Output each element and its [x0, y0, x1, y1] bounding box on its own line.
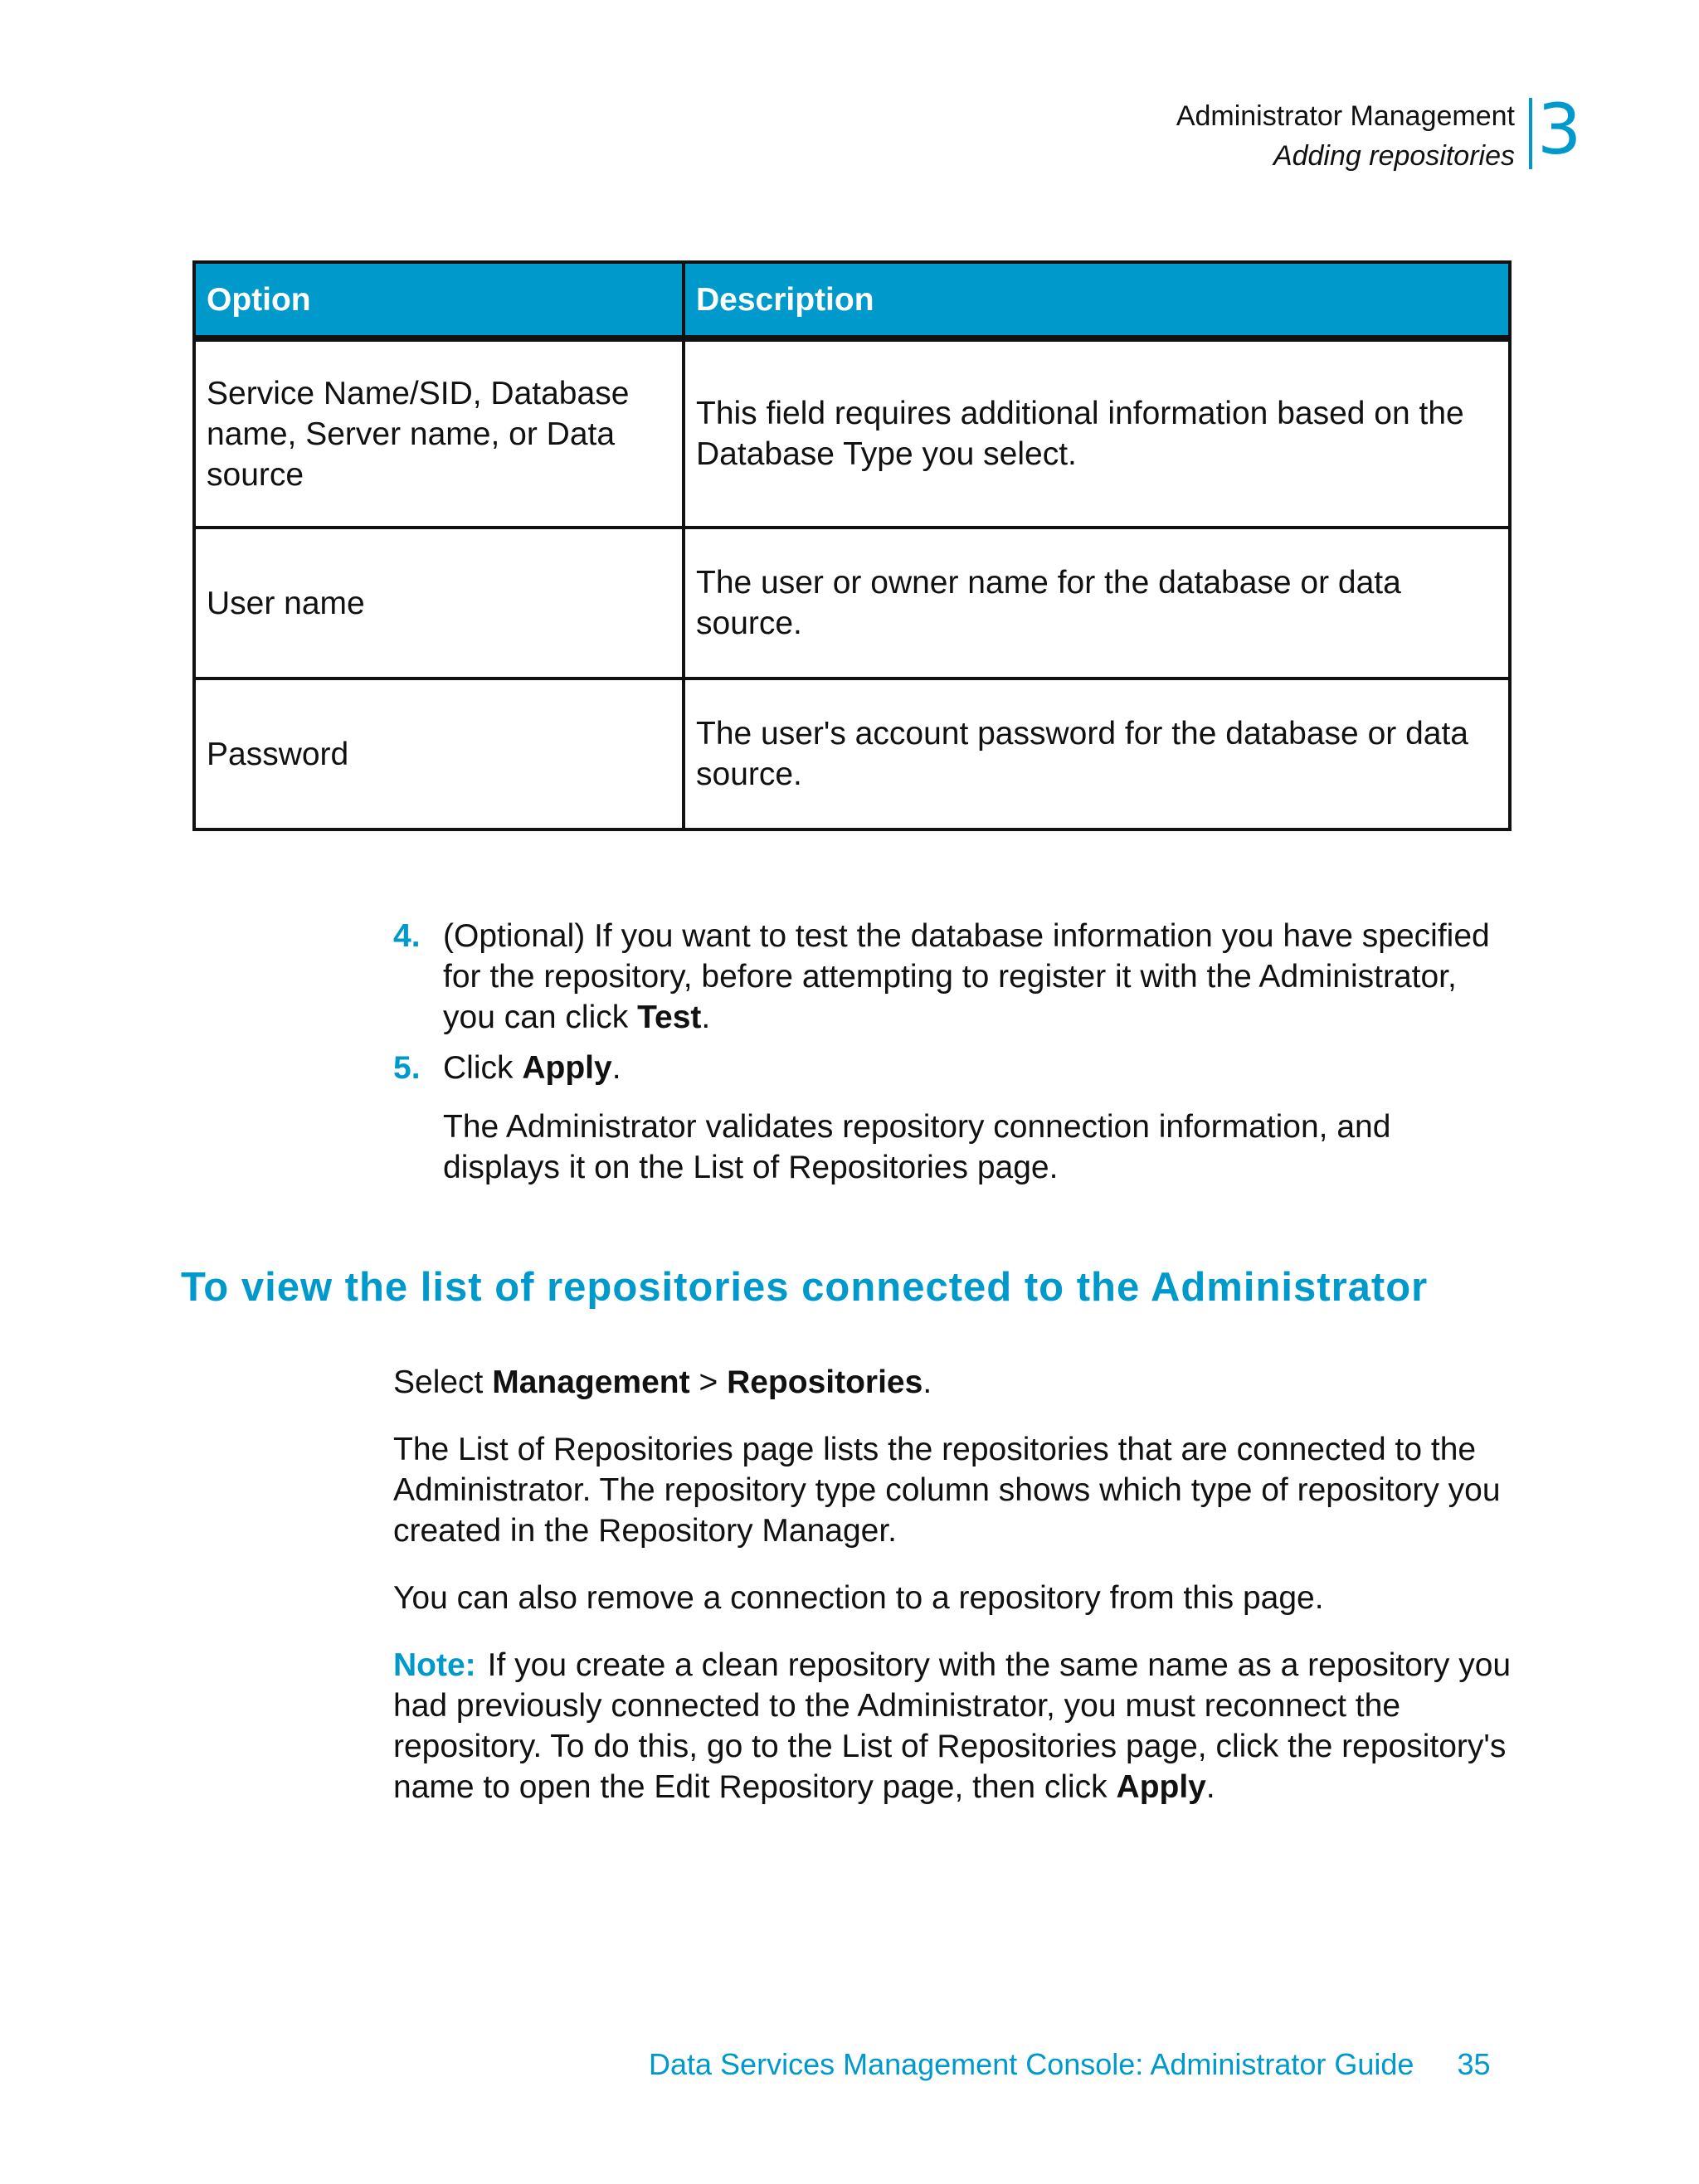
option-cell: Service Name/SID, Database name, Server name, or Data source — [194, 338, 684, 528]
step-item — [387, 916, 1515, 1038]
column-header-option: Option — [194, 262, 684, 338]
paragraph: You can also remove a connection to a repository from this page. — [393, 1580, 1324, 1616]
column-header-description: Description — [684, 262, 1510, 338]
description-cell: This field requires additional information based on the Database Type you select. — [684, 338, 1510, 528]
note-punctuation: . — [1205, 1769, 1215, 1805]
menu-separator: > — [689, 1364, 728, 1400]
table-row — [194, 679, 1510, 829]
page-footer — [649, 2047, 1491, 2082]
note-ui-term: Apply — [1116, 1769, 1206, 1805]
instruction-punctuation: . — [923, 1364, 932, 1400]
step-number: 4. — [393, 918, 421, 954]
page-number: 35 — [1457, 2047, 1491, 2081]
paragraph: The List of Repositories page lists the repositories that are connected to the Administrator. The repository type column shows which type of repository you created in the Repository Manager. — [393, 1432, 1501, 1549]
section-body — [393, 1362, 1521, 1834]
header-title: Administrator Management — [1176, 100, 1515, 132]
option-cell: Password — [194, 679, 684, 829]
step-text: Click — [443, 1050, 523, 1086]
step-ui-term: Apply — [522, 1050, 612, 1086]
option-cell: User name — [194, 528, 684, 679]
header-subtitle: Adding repositories — [1273, 140, 1515, 172]
menu-item-name: Repositories — [727, 1364, 923, 1400]
section-heading: To view the list of repositories connected to the Administrator — [181, 1265, 1429, 1310]
description-cell: The user's account password for the database or data source. — [684, 679, 1510, 829]
menu-name: Management — [492, 1364, 690, 1400]
step-result-text: The Administrator validates repository connection information, and displays it on the List of Repositories page. — [443, 1109, 1391, 1185]
step-item — [387, 1048, 1515, 1088]
chapter-divider — [1529, 98, 1532, 169]
options-table — [192, 260, 1512, 831]
instruction-text: Select — [393, 1364, 493, 1400]
chapter-number: 3 — [1537, 89, 1582, 170]
note-label: Note: — [393, 1647, 476, 1683]
step-text: (Optional) If you want to test the database information you have specified for the repository, before attempting to register it with the Administrator, you can click — [443, 918, 1490, 1035]
note-text: If you create a clean repository with the same name as a repository you had previously connected to the Administrator, you must reconnect the repository. To do this, go to the List of Repositories page, click the repository's name to open the Edit Repository page, then click — [393, 1647, 1512, 1805]
note — [393, 1645, 1521, 1807]
table-row — [194, 528, 1510, 679]
description-cell: The user or owner name for the database or data source. — [684, 528, 1510, 679]
procedure-steps — [387, 916, 1515, 1188]
running-header — [1176, 96, 1515, 176]
step-ui-term: Test — [637, 1000, 702, 1035]
step-punctuation: . — [611, 1050, 621, 1086]
navigation-instruction — [393, 1362, 1521, 1403]
footer-guide-title: Data Services Management Console: Administrator Guide — [649, 2047, 1414, 2081]
table-header-row — [194, 262, 1510, 338]
step-punctuation: . — [701, 1000, 711, 1035]
step-number: 5. — [393, 1050, 421, 1086]
table-row — [194, 338, 1510, 528]
